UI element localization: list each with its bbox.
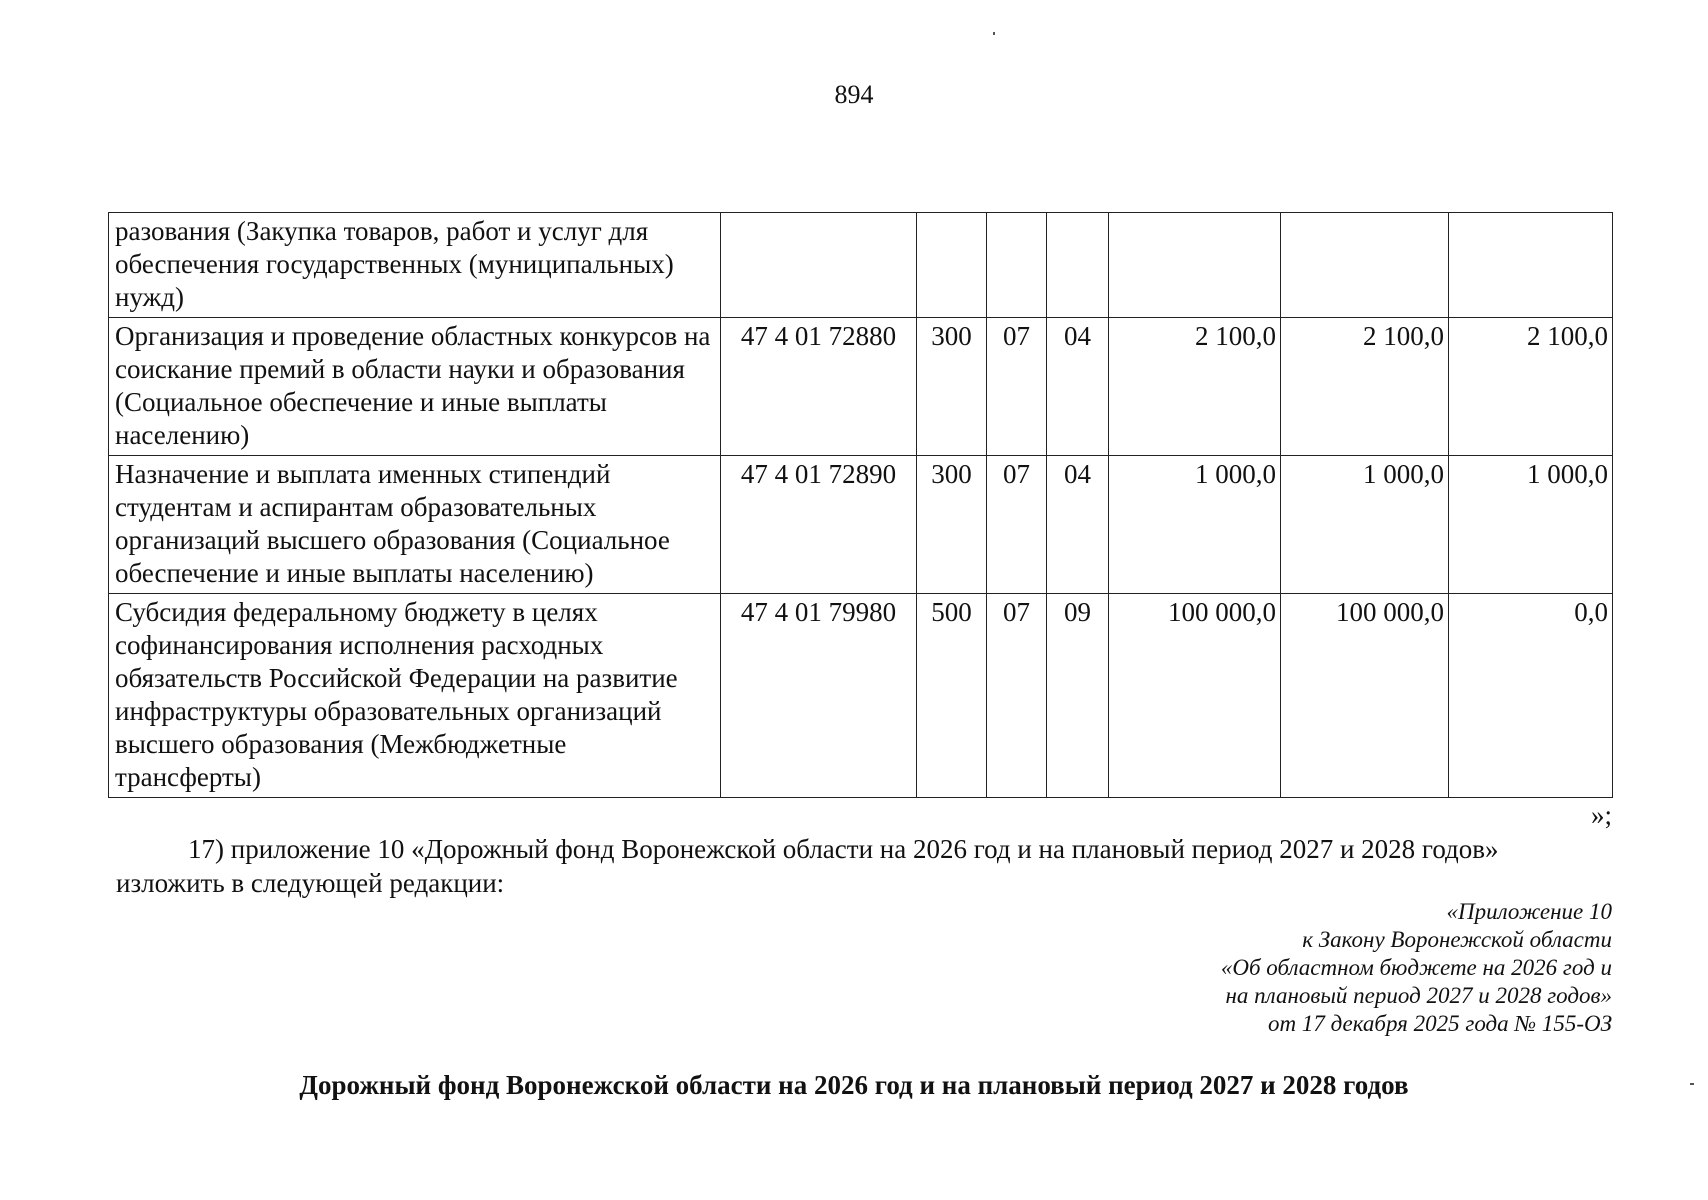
expense-type-code: 300 — [917, 456, 987, 594]
amount-2026 — [1109, 213, 1281, 318]
amount-2026: 2 100,0 — [1109, 318, 1281, 456]
section-code — [987, 213, 1047, 318]
appendix-heading-line: к Закону Воронежской области — [1302, 927, 1612, 952]
page-number: 894 — [834, 80, 874, 109]
table-row — [109, 318, 1613, 456]
target-article-code: 47 4 01 72890 — [721, 456, 917, 594]
table-row — [109, 594, 1613, 798]
document-title: Дорожный фонд Воронежской области на 2026 год и на плановый период 2027 и 2028 годов — [299, 1070, 1409, 1100]
amendment-paragraph — [116, 832, 1612, 900]
appendix-heading — [912, 898, 1612, 1038]
closing-quote: »; — [1590, 800, 1612, 830]
row-description: Назначение и выплата именных стипендий студентам и аспирантам образовательных организаций высшего образования (Социальное обеспечение и иные выплаты населению) — [109, 456, 721, 594]
appendix-heading-line: на плановый период 2027 и 2028 годов» — [1225, 983, 1612, 1008]
target-article-code: 47 4 01 72880 — [721, 318, 917, 456]
appendix-heading-line: от 17 декабря 2025 года № 155-ОЗ — [1267, 1011, 1612, 1036]
section-code: 07 — [987, 456, 1047, 594]
section-code: 07 — [987, 318, 1047, 456]
row-description: Субсидия федеральному бюджету в целях софинансирования исполнения расходных обязательств Российской Федерации на развитие инфраструктуры образовательных организаций высшего образования (Межбюджетные трансферты) — [109, 594, 721, 798]
amount-2028: 0,0 — [1449, 594, 1613, 798]
section-code: 07 — [987, 594, 1047, 798]
expense-type-code: 300 — [917, 318, 987, 456]
amendment-text: 17) приложение 10 «Дорожный фонд Воронежской области на 2026 год и на плановый период 2027 и 2028 годов» изложить в следующей редакции: — [116, 834, 1499, 898]
subsection-code: 04 — [1047, 456, 1109, 594]
expense-type-code — [917, 213, 987, 318]
appendix-heading-line: «Приложение 10 — [1446, 899, 1612, 924]
amount-2026: 100 000,0 — [1109, 594, 1281, 798]
amount-2028 — [1449, 213, 1613, 318]
table-row — [109, 456, 1613, 594]
target-article-code: 47 4 01 79980 — [721, 594, 917, 798]
amount-2028: 2 100,0 — [1449, 318, 1613, 456]
amount-2027: 100 000,0 — [1281, 594, 1449, 798]
subsection-code — [1047, 213, 1109, 318]
amount-2027: 2 100,0 — [1281, 318, 1449, 456]
expense-type-code: 500 — [917, 594, 987, 798]
table-row — [109, 213, 1613, 318]
subsection-code: 04 — [1047, 318, 1109, 456]
amount-2028: 1 000,0 — [1449, 456, 1613, 594]
row-description: Организация и проведение областных конкурсов на соискание премий в области науки и образования (Социальное обеспечение и иные выплаты населению) — [109, 318, 721, 456]
scan-speck — [1690, 1083, 1694, 1085]
row-description: разования (Закупка товаров, работ и услуг для обеспечения государственных (муниципальных) нужд) — [109, 213, 721, 318]
budget-table — [108, 212, 1613, 798]
subsection-code: 09 — [1047, 594, 1109, 798]
amount-2027 — [1281, 213, 1449, 318]
amount-2027: 1 000,0 — [1281, 456, 1449, 594]
amount-2026: 1 000,0 — [1109, 456, 1281, 594]
scan-speck — [993, 32, 995, 35]
target-article-code — [721, 213, 917, 318]
appendix-heading-line: «Об областном бюджете на 2026 год и — [1220, 955, 1612, 980]
